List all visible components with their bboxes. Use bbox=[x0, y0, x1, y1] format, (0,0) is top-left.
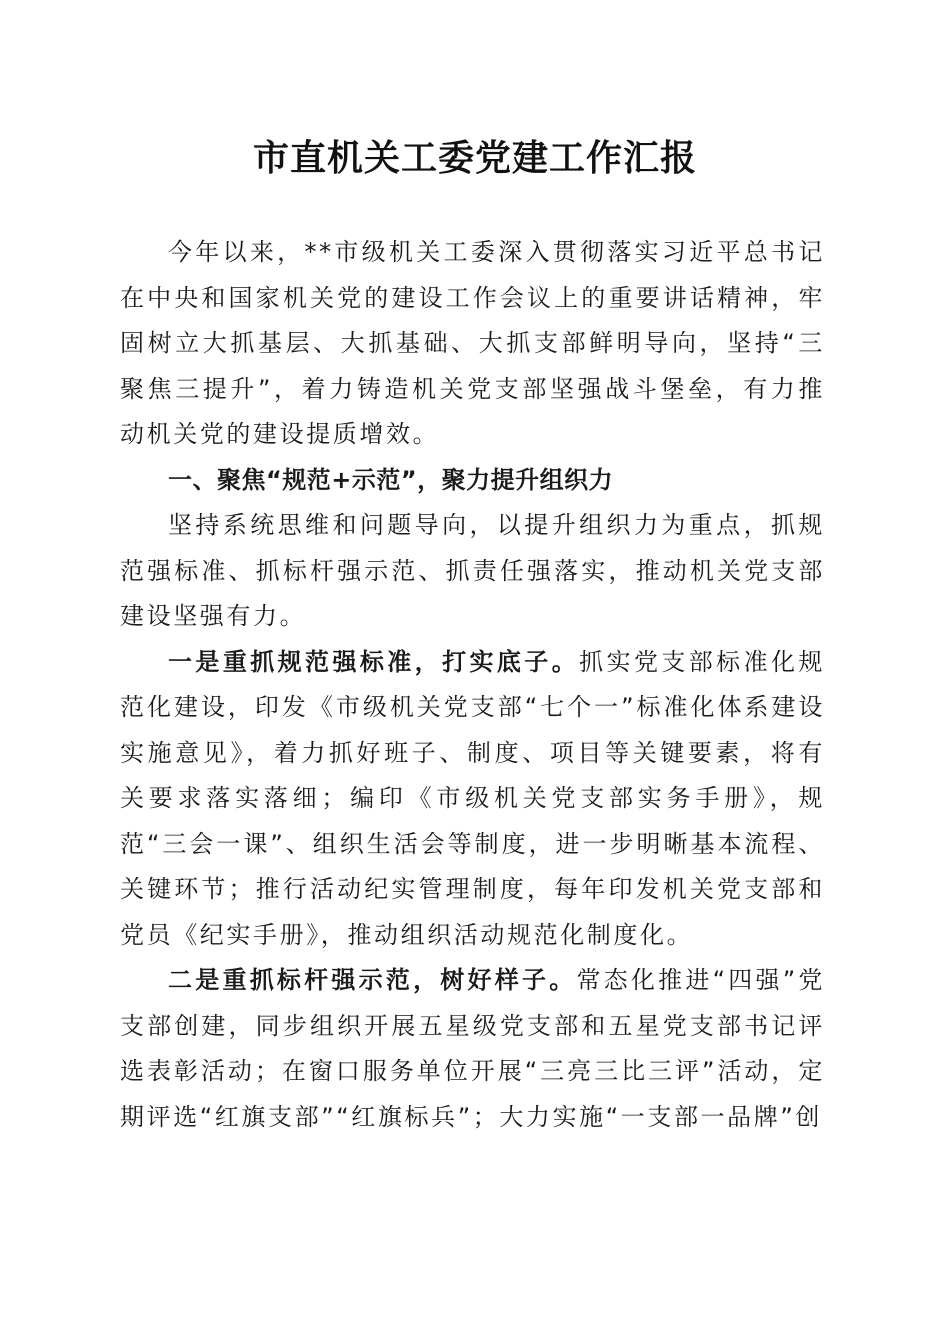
section-summary-paragraph: 坚持系统思维和问题导向，以提升组织力为重点，抓规范强标准、抓标杆强示范、抓责任强落实，推动机关党支部建设坚强有力。 bbox=[120, 511, 825, 630]
document-body bbox=[120, 230, 825, 1140]
point-two-text: 常态化推进“四强”党支部创建，同步组织开展五星级党支部和五星党支部书记评选表彰活动；在窗口服务单位开展“三亮三比三评”活动，定期评选“红旗支部”“红旗标兵”；大力实施“一支部一品牌”创 bbox=[120, 966, 825, 1131]
section-heading: 一、聚焦“规范+示范”，聚力提升组织力 bbox=[168, 465, 614, 494]
point-one-lead: 一是重抓规范强标准，打实底子。 bbox=[168, 647, 580, 676]
point-one-text: 抓实党支部标准化规范化建设，印发《市级机关党支部“七个一”标准化体系建设实施意见》，着力抓好班子、制度、项目等关键要素，将有关要求落实落细；编印《市级机关党支部实务手册》，规范“三会一课”、组织生活会等制度，进一步明晰基本流程、关键环节；推行活动纪实管理制度，每年印发机关党支部和党员《纪实手册》，推动组织活动规范化制度化。 bbox=[120, 647, 825, 949]
intro-paragraph: 今年以来，**市级机关工委深入贯彻落实习近平总书记在中央和国家机关党的建设工作会议上的重要讲话精神，牢固树立大抓基层、大抓基础、大抓支部鲜明导向，坚持“三聚焦三提升”，着力铸造机关党支部坚强战斗堡垒，有力推动机关党的建设提质增效。 bbox=[120, 238, 825, 448]
point-two-paragraph bbox=[120, 958, 825, 1140]
point-two-lead: 二是重抓标杆强示范，树好样子。 bbox=[168, 966, 577, 994]
point-one-paragraph bbox=[120, 640, 825, 959]
document-title: 市直机关工委党建工作汇报 bbox=[252, 137, 697, 179]
